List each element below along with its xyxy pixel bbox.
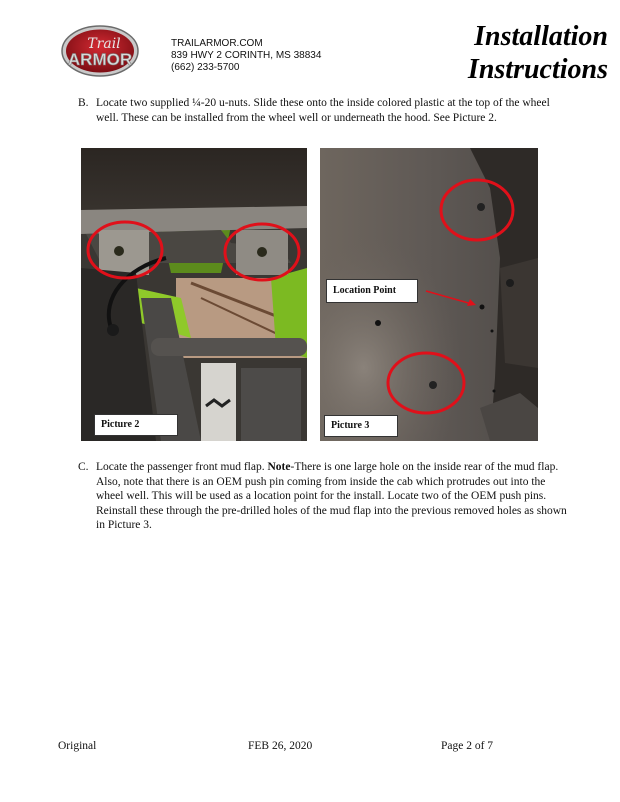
- document-title: [468, 20, 608, 86]
- step-text-intro: Locate the passenger front mud flap.: [96, 461, 268, 473]
- step-letter: C.: [78, 461, 89, 473]
- title-line-2: Instructions: [467, 54, 608, 85]
- company-phone: (662) 233-5700: [171, 62, 240, 73]
- company-info: [171, 38, 321, 74]
- step-b: [78, 96, 568, 125]
- company-website: TRAILARMOR.COM: [171, 38, 263, 49]
- footer-revision: Original: [58, 740, 97, 752]
- trail-armor-logo: [60, 24, 140, 78]
- footer-date: FEB 26, 2020: [248, 740, 313, 752]
- picture-3-caption: Picture 3: [324, 415, 398, 437]
- logo-text-trail: Trail: [87, 36, 121, 52]
- footer-page-number: Page 2 of 7: [441, 740, 494, 752]
- step-text: Locate two supplied ¼-20 u-nuts. Slide these onto the inside colored plastic at the top of the wheel well. These can be installed from the wheel well or underneath the hood. See Picture 2.: [96, 97, 550, 124]
- picture-2: [81, 148, 307, 441]
- step-letter: B.: [78, 97, 89, 109]
- logo-text-armor: ARMOR: [67, 50, 133, 69]
- step-c: [78, 460, 568, 533]
- step-note-label: Note: [267, 461, 291, 473]
- company-address: 839 HWY 2 CORINTH, MS 38834: [171, 50, 322, 61]
- title-line-1: Installation: [474, 21, 608, 52]
- picture-2-caption: Picture 2: [94, 414, 178, 436]
- step-text-note: -There is one large hole on the inside rear of the mud flap. Also, note that there is an OEM push pin coming from inside the cab which protrudes out into the wheel well. This will be used as a location point for the install. Locate two of the OEM push pins. Reinstall these through the pre-drilled holes of the mud flap into the previous removed holes as shown in Picture 3.: [96, 461, 567, 531]
- step-text: [96, 460, 568, 533]
- location-point-callout: Location Point: [326, 279, 418, 303]
